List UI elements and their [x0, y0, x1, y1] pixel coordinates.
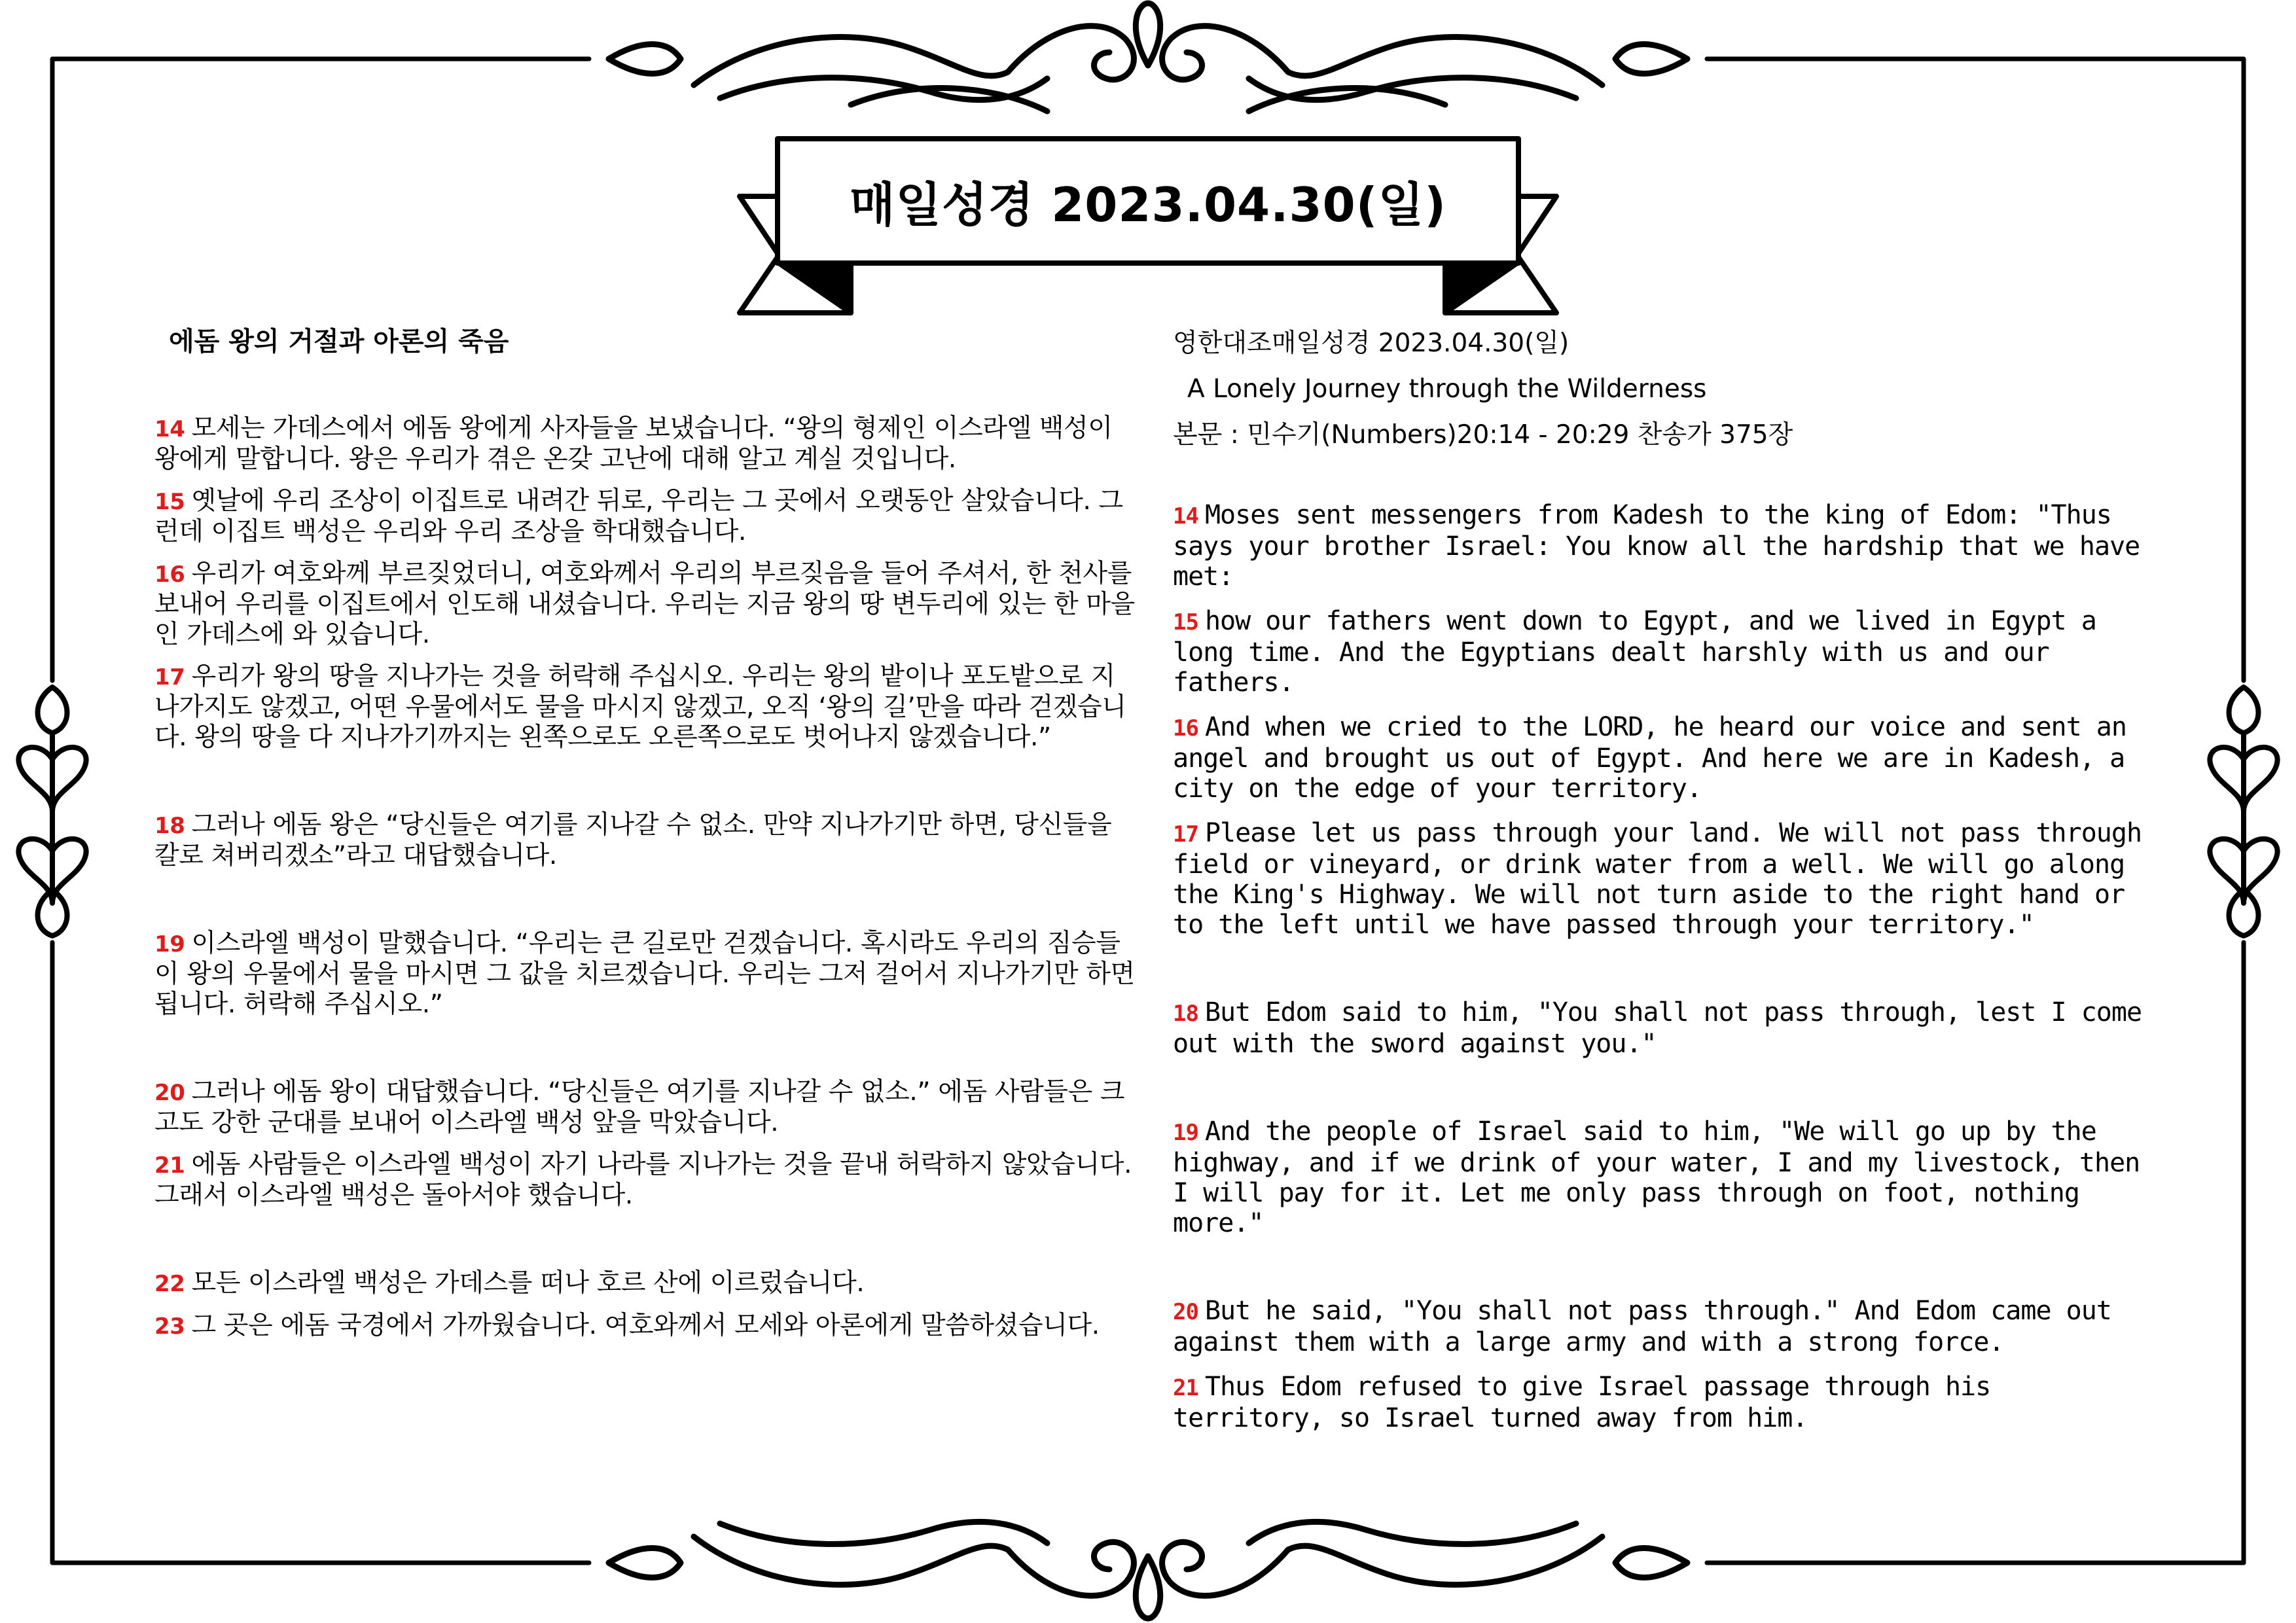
english-meta: [1173, 321, 2155, 458]
english-verses: [1173, 500, 2155, 1433]
verse-number: 15: [154, 489, 185, 515]
verse-number: 19: [1173, 1120, 1198, 1146]
verse-number: 15: [1173, 609, 1198, 635]
meta-subtitle: A Lonely Journey through the Wilderness: [1187, 374, 1707, 404]
verse-text: 그러나 에돔 왕이 대답했습니다. “당신들은 여기를 지나갈 수 없소.” 에돔 사람들은 크고도 강한 군대를 보내어 이스라엘 백성 앞을 막았습니다.: [154, 1077, 1125, 1137]
verse-number: 21: [1173, 1375, 1198, 1401]
top-flourish: [609, 3, 1687, 111]
verse-text: Thus Edom refused to give Israel passage through his territory, so Israel turned away from him.: [1173, 1372, 1991, 1433]
verse-number: 23: [154, 1313, 185, 1340]
verse-number: 19: [154, 931, 185, 957]
verse-text: 그러나 에돔 왕은 “당신들은 여기를 지나갈 수 없소. 만약 지나가기만 하면, 당신들을 칼로 쳐버리겠소”라고 대답했습니다.: [154, 810, 1112, 870]
verse-text: 우리가 여호와께 부르짖었더니, 여호와께서 우리의 부르짖음을 들어 주셔서, 한 천사를 보내어 우리를 이집트에서 인도해 내셨습니다. 우리는 지금 왕의 땅 변두리에 있는 한 마을인 가데스에 와 있습니다.: [154, 559, 1135, 649]
verse-number: 21: [154, 1152, 185, 1179]
verse-text: 에돔 사람들은 이스라엘 백성이 자기 나라를 지나가는 것을 끝내 허락하지 않았습니다. 그래서 이스라엘 백성은 돌아서야 했습니다.: [154, 1150, 1132, 1210]
verse-en: [1173, 818, 2155, 940]
verse-en: [1173, 500, 2155, 592]
verse-en: [1173, 1372, 2155, 1433]
korean-verses: [154, 414, 1136, 1342]
verse-ko: [154, 662, 1136, 753]
verse-en: [1173, 606, 2155, 698]
verse-text: And the people of Israel said to him, "We will go up by the highway, and if we drink of your water, I and my livestock, then I will pay for it. Let me only pass through on foot, nothing more.": [1173, 1116, 2140, 1238]
verse-number: 22: [154, 1271, 185, 1297]
verse-en: [1173, 1296, 2155, 1357]
verse-ko: [154, 1077, 1136, 1138]
verse-text: 옛날에 우리 조상이 이집트로 내려간 뒤로, 우리는 그 곳에서 오랫동안 살았습니다. 그런데 이집트 백성은 우리와 우리 조상을 학대했습니다.: [154, 486, 1123, 546]
verse-text: 그 곳은 에돔 국경에서 가까웠습니다. 여호와께서 모세와 아론에게 말씀하셨습니다.: [191, 1311, 1100, 1340]
verse-en: [1173, 997, 2155, 1059]
verse-number: 18: [1173, 1001, 1198, 1027]
verse-text: how our fathers went down to Egypt, and we lived in Egypt a long time. And the Egyptians dealt harshly with us and our fathers.: [1173, 606, 2096, 698]
meta-title: 영한대조매일성경 2023.04.30(일): [1173, 329, 1570, 358]
verse-ko: [154, 1311, 1136, 1342]
verse-ko: [154, 486, 1136, 547]
verse-text: 모세는 가데스에서 에돔 왕에게 사자들을 보냈습니다. “왕의 형제인 이스라엘 백성이 왕에게 말합니다. 왕은 우리가 겪은 온갖 고난에 대해 알고 계실 것입니다.: [154, 414, 1113, 474]
verse-number: 14: [154, 416, 185, 442]
verse-text: But Edom said to him, "You shall not pass through, lest I come out with the sword against you.": [1173, 997, 2142, 1059]
verse-number: 16: [154, 562, 185, 588]
verse-ko: [154, 929, 1136, 1020]
verse-text: 우리가 왕의 땅을 지나가는 것을 허락해 주십시오. 우리는 왕의 밭이나 포도밭으로 지나가지도 않겠고, 어떤 우물에서도 물을 마시지 않겠고, 오직 ‘왕의 길’만을 따라 걷겠습니다. 왕의 땅을 다 지나가기까지는 왼쪽으로도 오른쪽으로도 벗어나지 않겠습니다.”: [154, 662, 1126, 752]
verse-number: 14: [1173, 503, 1198, 529]
verse-number: 17: [1173, 821, 1198, 847]
verse-number: 18: [154, 813, 185, 839]
page-title: 매일성경 2023.04.30(일): [849, 177, 1447, 232]
verse-text: Moses sent messengers from Kadesh to the king of Edom: "Thus says your brother Israel: You know all the hardship that we have met:: [1173, 500, 2140, 592]
verse-ko: [154, 810, 1136, 871]
verse-text: 이스라엘 백성이 말했습니다. “우리는 큰 길로만 걷겠습니다. 혹시라도 우리의 짐승들이 왕의 우물에서 물을 마시면 그 값을 치르겠습니다. 우리는 그저 걸어서 지나가기만 하면 됩니다. 허락해 주십시오.”: [154, 929, 1135, 1019]
verse-ko: [154, 1268, 1136, 1299]
bottom-flourish: [609, 1522, 1687, 1618]
verse-text: But he said, "You shall not pass through." And Edom came out against them with a large army and with a strong force.: [1173, 1296, 2111, 1357]
right-flourish: [2210, 687, 2277, 936]
verse-number: 17: [154, 664, 185, 690]
verse-number: 20: [154, 1080, 185, 1106]
verse-en: [1173, 1116, 2155, 1238]
left-flourish: [18, 687, 86, 936]
verse-text: Please let us pass through your land. We will not pass through field or vineyard, or drink water from a well. We will go along the King's Highway. We will not turn aside to the right hand or to the left until we have passed through your territory.": [1173, 818, 2142, 940]
verse-number: 20: [1173, 1299, 1198, 1325]
verse-en: [1173, 712, 2155, 804]
verse-text: 모든 이스라엘 백성은 가데스를 떠나 호르 산에 이르렀습니다.: [191, 1268, 865, 1298]
verse-ko: [154, 559, 1136, 650]
verse-ko: [154, 1150, 1136, 1211]
meta-reference: 본문 : 민수기(Numbers)20:14 - 20:29 찬송가 375장: [1173, 420, 1793, 450]
verse-number: 16: [1173, 715, 1198, 741]
verse-text: And when we cried to the LORD, he heard our voice and sent an angel and brought us out of Egypt. And here we are in Kadesh, a city on the edge of your territory.: [1173, 712, 2126, 804]
korean-section-heading: 에돔 왕의 거절과 아론의 죽음: [169, 327, 509, 357]
verse-ko: [154, 414, 1136, 474]
